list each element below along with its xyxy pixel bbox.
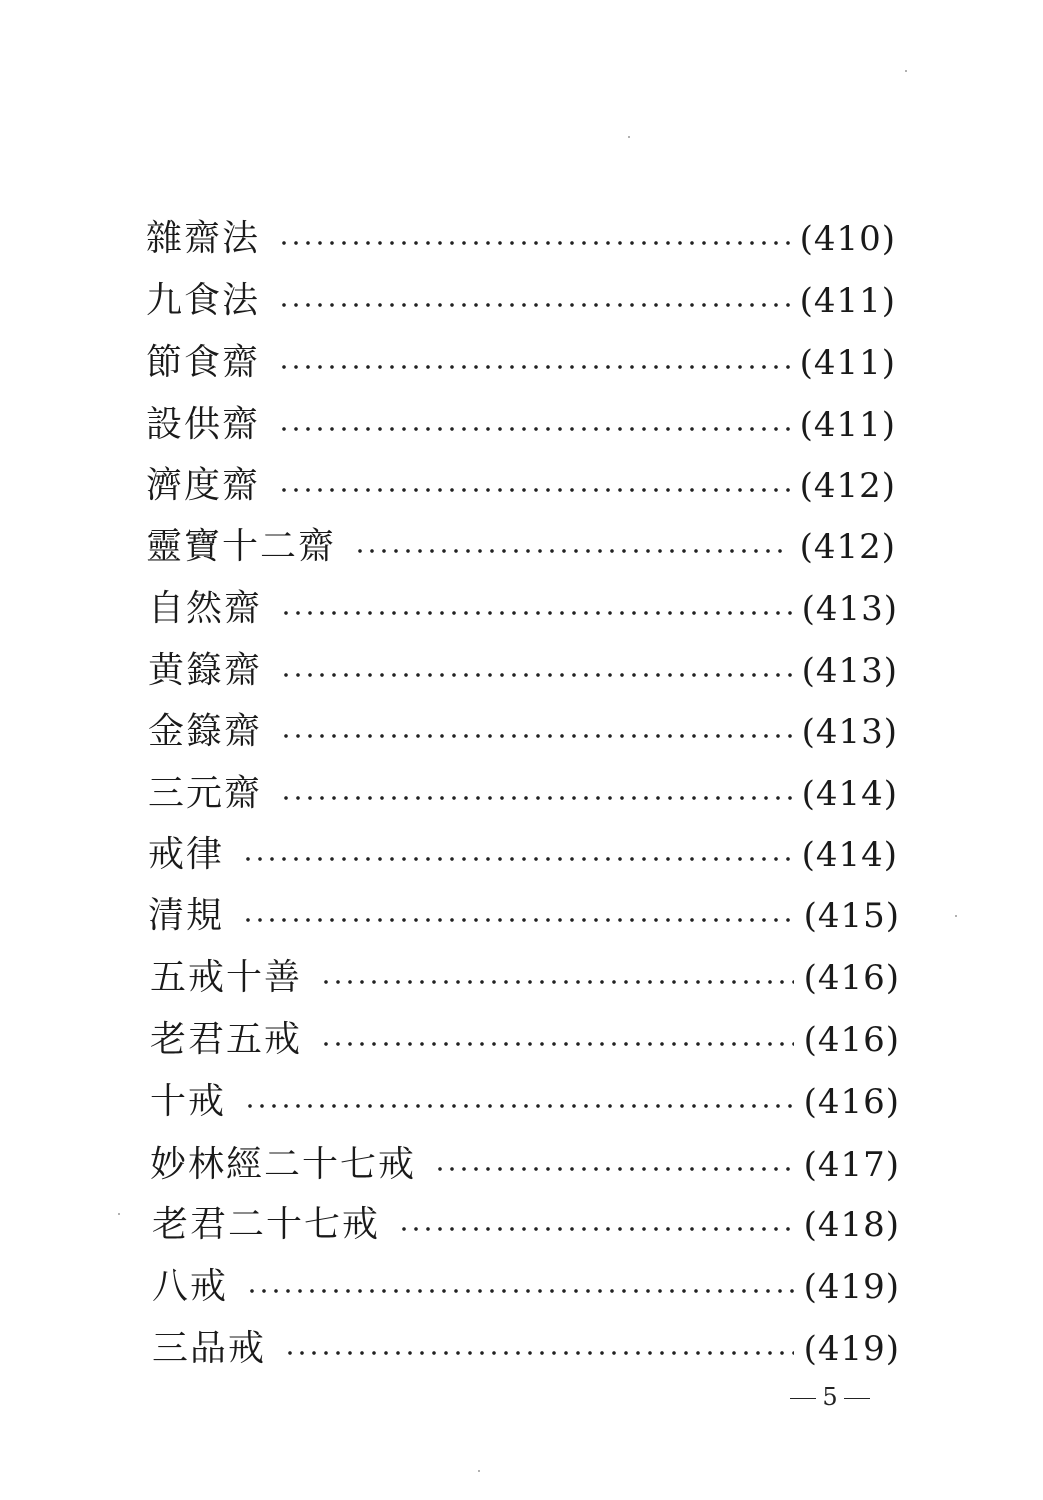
- toc-entry: [152, 1262, 900, 1312]
- dot-leader: [278, 487, 790, 493]
- entry-title: 雜齋法: [146, 218, 261, 259]
- entry-page-number: (411): [799, 281, 896, 321]
- entry-title: 八戒: [152, 1266, 229, 1307]
- dot-leader: [280, 795, 792, 801]
- dot-leader: [278, 302, 790, 308]
- page-footer-number: [780, 1382, 880, 1412]
- dot-leader: [434, 1166, 794, 1172]
- entry-page-number: (413): [801, 651, 898, 691]
- entry-title: 設供齋: [146, 404, 261, 445]
- entry-page-number: (413): [801, 712, 898, 752]
- toc-entry: [150, 1077, 900, 1127]
- toc-entry: [152, 1200, 900, 1250]
- dot-leader: [320, 1041, 794, 1047]
- dot-leader: [320, 979, 794, 985]
- toc-entry: [148, 769, 898, 819]
- dot-leader: [242, 856, 792, 862]
- dot-leader: [278, 426, 790, 432]
- entry-title: 金籙齋: [148, 711, 263, 752]
- dot-leader: [280, 610, 792, 616]
- toc-entry: [148, 830, 898, 880]
- scan-speck: [118, 1213, 120, 1215]
- entry-title: 妙林經二十七戒: [150, 1144, 417, 1185]
- entry-title: 老君五戒: [150, 1019, 303, 1060]
- entry-page-number: (413): [801, 589, 898, 629]
- dot-leader: [284, 1350, 794, 1356]
- dash-left: [790, 1398, 816, 1400]
- dot-leader: [278, 364, 790, 370]
- scan-speck: [478, 1470, 480, 1472]
- entry-page-number: (416): [803, 958, 900, 998]
- entry-page-number: (416): [803, 1082, 900, 1122]
- toc-entry: [146, 522, 896, 572]
- toc-entry: [150, 953, 900, 1003]
- entry-title: 十戒: [150, 1081, 227, 1122]
- entry-page-number: (411): [799, 343, 896, 383]
- entry-title: 黄籙齋: [148, 650, 263, 691]
- toc-entry: [152, 1324, 900, 1374]
- toc-entry: [146, 276, 896, 326]
- scan-speck: [628, 136, 630, 138]
- entry-title: 三品戒: [152, 1328, 267, 1369]
- dot-leader: [398, 1226, 794, 1232]
- entry-page-number: (418): [803, 1205, 900, 1245]
- entry-page-number: (417): [803, 1145, 900, 1185]
- entry-title: 靈寶十二齋: [146, 526, 337, 567]
- entry-page-number: (411): [799, 405, 896, 445]
- toc-entry: [148, 584, 898, 634]
- entry-page-number: (412): [799, 466, 896, 506]
- dot-leader: [354, 548, 790, 554]
- entry-title: 五戒十善: [150, 957, 303, 998]
- toc-entry: [146, 461, 896, 511]
- dot-leader: [244, 1103, 794, 1109]
- entry-title: 清規: [148, 895, 225, 936]
- toc-entry: [148, 646, 898, 696]
- dot-leader: [280, 672, 792, 678]
- scan-speck: [955, 915, 957, 917]
- entry-page-number: (419): [803, 1267, 900, 1307]
- entry-title: 濟度齋: [146, 465, 261, 506]
- toc-entry: [150, 1015, 900, 1065]
- entry-title: 節食齋: [146, 342, 261, 383]
- dot-leader: [280, 733, 792, 739]
- entry-page-number: (414): [801, 835, 898, 875]
- toc-entry: [146, 400, 896, 450]
- entry-page-number: (419): [803, 1329, 900, 1369]
- entry-title: 三元齋: [148, 773, 263, 814]
- entry-page-number: (412): [799, 527, 896, 567]
- entry-page-number: (410): [799, 219, 896, 259]
- dot-leader: [242, 917, 794, 923]
- entry-page-number: (414): [801, 774, 898, 814]
- entry-page-number: (415): [803, 896, 900, 936]
- toc-entry: [150, 1140, 900, 1190]
- toc-entry: [148, 707, 898, 757]
- dot-leader: [278, 240, 790, 246]
- entry-title: 自然齋: [148, 588, 263, 629]
- entry-title: 戒律: [148, 834, 225, 875]
- toc-entry: [146, 214, 896, 264]
- dot-leader: [246, 1288, 794, 1294]
- scan-speck: [905, 70, 907, 72]
- dash-right: [844, 1398, 870, 1400]
- toc-entry: [146, 338, 896, 388]
- entry-title: 九食法: [146, 280, 261, 321]
- entry-title: 老君二十七戒: [152, 1204, 381, 1245]
- page-number-value: 5: [822, 1383, 838, 1411]
- toc-entry: [148, 891, 900, 941]
- entry-page-number: (416): [803, 1020, 900, 1060]
